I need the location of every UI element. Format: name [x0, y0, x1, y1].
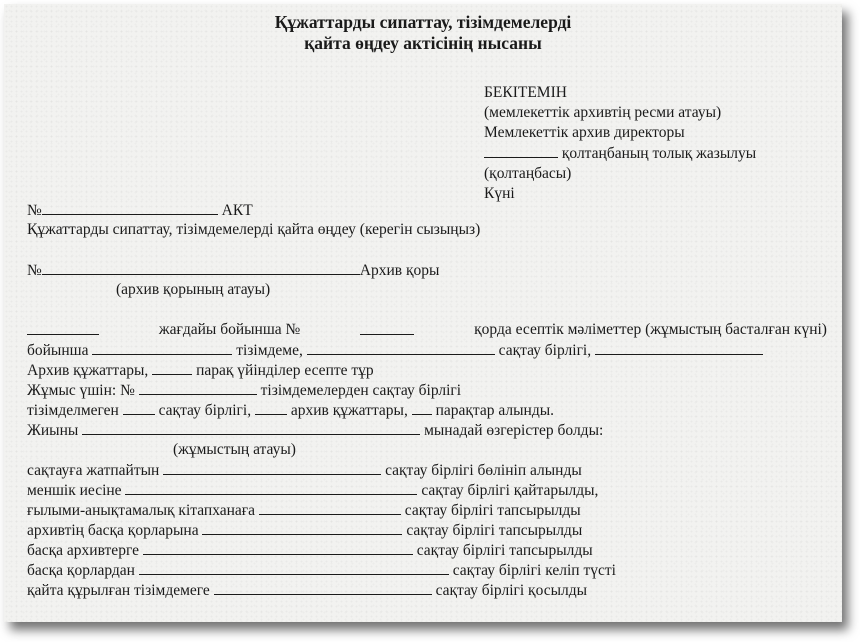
text: сақтау бірлігі келіп түсті — [452, 562, 616, 579]
signature-hint: (қолтаңбасы) — [484, 165, 572, 182]
title-line-1: Құжаттарды сипаттау, тізімдемелерді — [274, 12, 572, 32]
text: сақтау бірлігі, — [158, 402, 252, 419]
text: бойынша — [27, 342, 89, 359]
blank — [259, 500, 401, 515]
text: архив құжаттары, — [290, 402, 408, 419]
text: сақтау бірлігі тапсырылды — [416, 542, 593, 559]
text: тізімдемелерден сақтау бірлігі — [260, 382, 462, 399]
line-10 — [27, 520, 827, 540]
text: сақтау бірлігі тапсырылды — [406, 522, 583, 539]
blank — [163, 460, 381, 475]
act-no-symbol: № — [27, 202, 42, 219]
line-8 — [27, 480, 827, 500]
line-5 — [27, 400, 827, 420]
line-13 — [27, 580, 827, 600]
text: тізімделмеген — [27, 402, 119, 419]
approval-heading: БЕКІТЕМІН — [484, 84, 567, 101]
act-body — [27, 200, 827, 600]
blank — [92, 340, 232, 355]
fund-no-symbol: № — [27, 262, 42, 279]
line-3 — [27, 360, 827, 380]
text: сақтау бірлігі қосылды — [435, 582, 588, 599]
line-1 — [27, 320, 827, 340]
text: басқа архивтерге — [27, 542, 139, 559]
blank — [214, 580, 432, 595]
text: қайта құрылған тізімдемеге — [27, 582, 210, 599]
blank — [307, 340, 495, 355]
text: архивтің басқа қорларына — [27, 522, 199, 539]
blank — [595, 340, 763, 355]
line-2 — [27, 340, 827, 360]
blank — [27, 320, 99, 335]
line-11 — [27, 540, 827, 560]
text: Жұмыс үшін: № — [27, 382, 135, 399]
blank — [412, 400, 432, 415]
signature-name-line — [484, 143, 756, 164]
signature-blank — [484, 143, 558, 158]
text: Архив құжаттары, — [27, 362, 149, 379]
line-12 — [27, 560, 827, 580]
text: жағдайы бойынша № — [158, 321, 301, 338]
approval-block — [484, 83, 756, 204]
text: Жиыны — [27, 422, 79, 439]
text: басқа қорлардан — [27, 562, 135, 579]
text: қорда есептік мәліметтер (жұмыстың басталған күні) — [474, 321, 827, 338]
signature-name-label: қолтаңбаның толық жазылуы — [561, 145, 757, 162]
date-label: Күні — [484, 185, 515, 202]
fund-label: Архив қоры — [359, 262, 440, 279]
archive-name-hint: (мемлекеттік архивтің ресми атауы) — [484, 104, 722, 121]
blank — [152, 360, 192, 375]
blank — [139, 380, 257, 395]
line-4 — [27, 380, 827, 400]
act-number-line — [27, 200, 827, 220]
act-subtitle: Құжаттарды сипаттау, тізімдемелерді қайта өңдеу (керегін сызыңыз) — [27, 221, 481, 238]
act-label: АКТ — [221, 202, 253, 219]
text: парақтар алынды. — [435, 402, 555, 419]
text: сақтау бірлігі тапсырылды — [404, 502, 581, 519]
document-title — [4, 12, 842, 54]
text: тізімдеме, — [236, 342, 303, 359]
text: сақтауға жатпайтын — [27, 462, 160, 479]
line-7 — [27, 460, 827, 480]
act-number-blank — [42, 200, 218, 215]
blank — [202, 520, 402, 535]
blank — [139, 560, 449, 575]
text: сақтау бірлігі қайтарылды, — [421, 482, 599, 499]
text: сақтау бірлігі, — [498, 342, 592, 359]
blank — [125, 480, 417, 495]
text: ғылыми-анықтамалық кітапханаға — [27, 502, 256, 519]
work-name-hint: (жұмыстың атауы) — [173, 441, 296, 458]
blank — [123, 400, 155, 415]
line-6 — [27, 420, 827, 440]
text: парақ үйінділер есепте тұр — [196, 362, 374, 379]
document-page — [4, 4, 842, 622]
title-line-2: қайта өңдеу актісінің нысаны — [304, 33, 542, 53]
blank — [143, 540, 413, 555]
blank — [255, 400, 287, 415]
text: мынадай өзгерістер болды: — [424, 422, 604, 439]
fund-name-hint: (архив қорының атауы) — [116, 281, 271, 298]
line-9 — [27, 500, 827, 520]
director-title: Мемлекеттік архив директоры — [484, 124, 685, 141]
fund-number-blank — [42, 260, 360, 275]
blank — [360, 320, 414, 335]
blank — [82, 420, 420, 435]
text: сақтау бірлігі бөлініп алынды — [385, 462, 582, 479]
fund-line — [27, 260, 827, 280]
text: меншік иесіне — [27, 482, 122, 499]
